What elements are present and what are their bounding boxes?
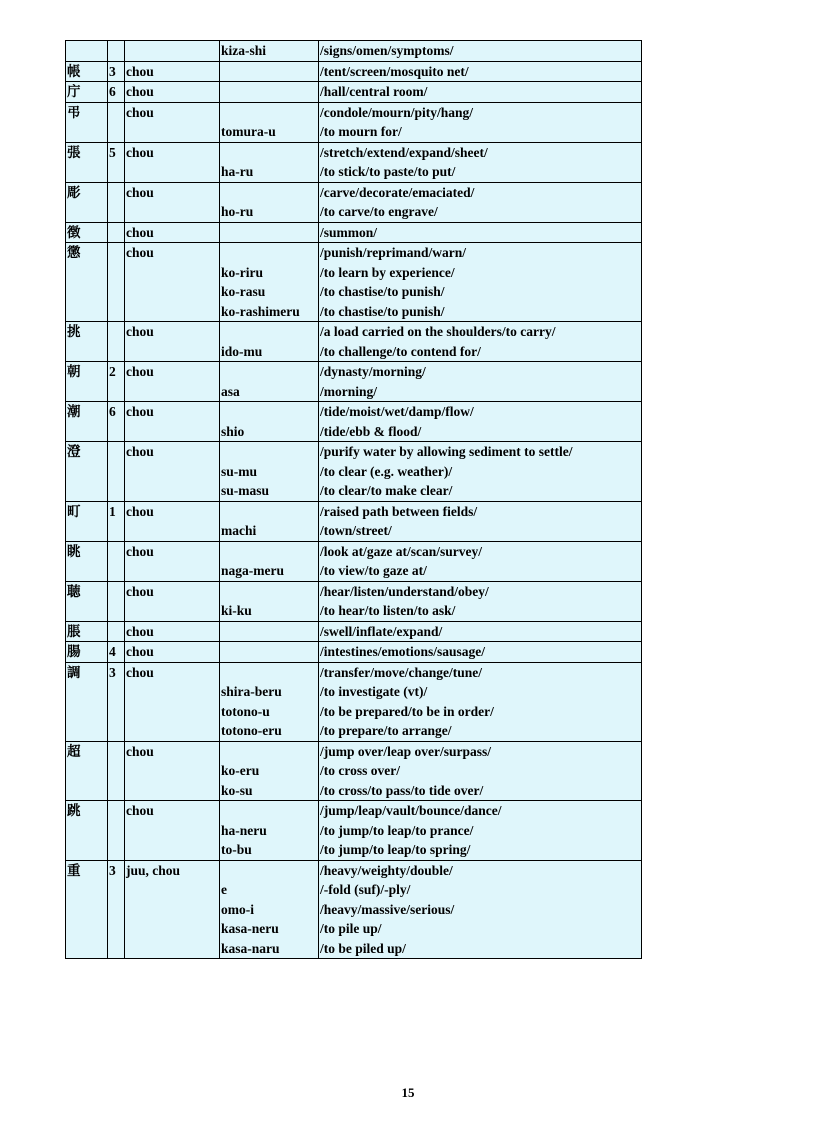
meaning-cell: [319, 581, 642, 621]
grade-cell: [108, 41, 125, 62]
kanji-row: [66, 41, 642, 62]
kun-reading-cell: [220, 581, 319, 621]
meaning-cell: [319, 41, 642, 62]
meaning-line: /dynasty/morning/: [320, 364, 426, 379]
kun-reading-cell: [220, 102, 319, 142]
page-number: 15: [401, 1085, 415, 1100]
meaning-cell: [319, 102, 642, 142]
kanji-row: [66, 621, 642, 642]
kun-reading-line: ido-mu: [221, 343, 263, 359]
on-reading-cell: chou: [125, 102, 220, 142]
kun-reading-cell: [220, 142, 319, 182]
kun-reading-line: totono-eru: [221, 723, 282, 738]
kun-reading-line: [221, 622, 318, 642]
kun-reading-line: e: [221, 882, 227, 897]
kun-reading-cell: [220, 442, 319, 502]
grade-cell: [108, 581, 125, 621]
kanji-row: [66, 243, 642, 322]
kun-reading-line: omo-i: [221, 901, 254, 917]
grade-cell: 3: [108, 662, 125, 741]
meaning-cell: [319, 402, 642, 442]
grade-cell: [108, 741, 125, 801]
meaning-line: /tide/ebb & flood/: [320, 423, 422, 439]
kanji-row: [66, 102, 642, 142]
kun-reading-line: [221, 542, 318, 562]
kun-reading-line: ko-su: [221, 782, 253, 798]
kun-reading-line: [221, 582, 318, 602]
kun-reading-line: [221, 183, 318, 203]
meaning-line: /a load carried on the shoulders/to carry/: [320, 324, 556, 339]
meaning-line: /jump/leap/vault/bounce/dance/: [320, 803, 502, 818]
meaning-cell: [319, 501, 642, 541]
kun-reading-line: ko-eru: [221, 763, 260, 778]
kun-reading-cell: [220, 801, 319, 861]
kanji-table-body: [66, 41, 642, 959]
kun-reading-line: [221, 223, 318, 243]
kanji-row: [66, 182, 642, 222]
kun-reading-cell: [220, 741, 319, 801]
kanji-cell: 弔: [66, 102, 108, 142]
kanji-cell: 挑: [66, 322, 108, 362]
kun-reading-line: ko-rashimeru: [221, 303, 300, 319]
kun-reading-line: totono-u: [221, 703, 270, 719]
meaning-line: /swell/inflate/expand/: [320, 623, 443, 639]
grade-cell: 3: [108, 860, 125, 959]
meaning-line: /raised path between fields/: [320, 503, 478, 519]
meaning-line: /to carve/to engrave/: [320, 204, 438, 219]
meaning-cell: [319, 662, 642, 741]
meaning-line: /jump over/leap over/surpass/: [320, 743, 491, 759]
meaning-line: /to challenge/to contend for/: [320, 343, 481, 359]
meaning-cell: [319, 61, 642, 82]
kanji-row: [66, 402, 642, 442]
meaning-cell: [319, 621, 642, 642]
meaning-line: /heavy/weighty/double/: [320, 862, 453, 878]
kun-reading-cell: [220, 642, 319, 663]
kanji-cell: 懲: [66, 243, 108, 322]
grade-cell: 3: [108, 61, 125, 82]
kun-reading-line: [221, 143, 318, 163]
kun-reading-line: kiza-shi: [221, 43, 267, 58]
kun-reading-line: [221, 402, 318, 422]
kun-reading-line: asa: [221, 383, 240, 399]
meaning-line: /town/street/: [320, 523, 392, 538]
kanji-cell: 帳: [66, 61, 108, 82]
kanji-row: [66, 82, 642, 103]
meaning-line: /hall/central room/: [320, 84, 428, 99]
meaning-line: /to clear (e.g. weather)/: [320, 463, 453, 479]
kun-reading-line: [221, 82, 318, 102]
grade-cell: [108, 541, 125, 581]
meaning-line: /carve/decorate/emaciated/: [320, 184, 475, 200]
meaning-cell: [319, 243, 642, 322]
meaning-cell: [319, 362, 642, 402]
kanji-row: [66, 61, 642, 82]
meaning-line: /condole/mourn/pity/hang/: [320, 104, 474, 120]
kun-reading-line: kasa-neru: [221, 921, 279, 936]
kun-reading-cell: [220, 362, 319, 402]
kun-reading-line: [221, 322, 318, 342]
on-reading-cell: chou: [125, 801, 220, 861]
meaning-line: /to jump/to leap/to spring/: [320, 842, 471, 857]
grade-cell: [108, 621, 125, 642]
kanji-row: [66, 662, 642, 741]
kun-reading-cell: [220, 82, 319, 103]
grade-cell: 4: [108, 642, 125, 663]
kanji-cell: 彫: [66, 182, 108, 222]
kanji-row: [66, 860, 642, 959]
kanji-cell: 張: [66, 142, 108, 182]
grade-cell: 5: [108, 142, 125, 182]
grade-cell: [108, 222, 125, 243]
meaning-line: /to prepare/to arrange/: [320, 723, 452, 738]
meaning-line: /to pile up/: [320, 921, 382, 936]
meaning-line: /to stick/to paste/to put/: [320, 164, 456, 179]
kanji-row: [66, 501, 642, 541]
kun-reading-cell: [220, 541, 319, 581]
kanji-cell: 朝: [66, 362, 108, 402]
on-reading-cell: chou: [125, 581, 220, 621]
kun-reading-line: ko-rasu: [221, 284, 266, 299]
kun-reading-line: [221, 742, 318, 762]
kanji-row: [66, 222, 642, 243]
kanji-row: [66, 541, 642, 581]
kun-reading-cell: [220, 243, 319, 322]
kun-reading-line: [221, 502, 318, 522]
kun-reading-line: [221, 442, 318, 462]
meaning-line: /-fold (suf)/-ply/: [320, 882, 411, 897]
meaning-line: /to investigate (vt)/: [320, 684, 428, 699]
meaning-line: /hear/listen/understand/obey/: [320, 583, 489, 599]
kanji-cell: 腸: [66, 642, 108, 663]
kun-reading-line: ho-ru: [221, 204, 254, 219]
meaning-line: /to clear/to make clear/: [320, 483, 453, 498]
on-reading-cell: chou: [125, 642, 220, 663]
on-reading-cell: chou: [125, 182, 220, 222]
kun-reading-line: su-mu: [221, 463, 258, 479]
meaning-line: /tide/moist/wet/damp/flow/: [320, 404, 474, 419]
on-reading-cell: chou: [125, 82, 220, 103]
kun-reading-line: ko-riru: [221, 264, 263, 280]
kanji-cell: 調: [66, 662, 108, 741]
meaning-line: /look at/gaze at/scan/survey/: [320, 543, 482, 559]
on-reading-cell: juu, chou: [125, 860, 220, 959]
meaning-line: /to be piled up/: [320, 940, 406, 956]
kanji-row: [66, 362, 642, 402]
kanji-cell: 潮: [66, 402, 108, 442]
meaning-cell: [319, 860, 642, 959]
grade-cell: 6: [108, 82, 125, 103]
kun-reading-cell: [220, 322, 319, 362]
meaning-line: /to be prepared/to be in order/: [320, 703, 494, 719]
grade-cell: [108, 801, 125, 861]
kun-reading-line: shio: [221, 423, 245, 439]
kanji-cell: 眺: [66, 541, 108, 581]
on-reading-cell: chou: [125, 442, 220, 502]
meaning-line: /to chastise/to punish/: [320, 284, 445, 299]
meaning-line: /to jump/to leap/to prance/: [320, 822, 474, 838]
on-reading-cell: chou: [125, 362, 220, 402]
kanji-row: [66, 442, 642, 502]
kanji-row: [66, 642, 642, 663]
on-reading-cell: chou: [125, 662, 220, 741]
meaning-line: /heavy/massive/serious/: [320, 901, 455, 917]
on-reading-cell: chou: [125, 322, 220, 362]
kun-reading-line: su-masu: [221, 483, 270, 498]
meaning-cell: [319, 741, 642, 801]
kanji-cell: 聴: [66, 581, 108, 621]
kun-reading-cell: [220, 860, 319, 959]
kun-reading-cell: [220, 222, 319, 243]
meaning-cell: [319, 642, 642, 663]
grade-cell: [108, 243, 125, 322]
grade-cell: 1: [108, 501, 125, 541]
on-reading-cell: chou: [125, 501, 220, 541]
meaning-cell: [319, 322, 642, 362]
kun-reading-line: [221, 62, 318, 82]
kun-reading-line: shira-beru: [221, 684, 282, 699]
kun-reading-cell: [220, 41, 319, 62]
grade-cell: [108, 322, 125, 362]
meaning-line: /stretch/extend/expand/sheet/: [320, 144, 488, 160]
on-reading-cell: [125, 41, 220, 62]
kanji-cell: 庁: [66, 82, 108, 103]
kanji-cell: 超: [66, 741, 108, 801]
kun-reading-cell: [220, 182, 319, 222]
meaning-line: /transfer/move/change/tune/: [320, 664, 482, 680]
kun-reading-line: kasa-naru: [221, 940, 280, 956]
meaning-line: /punish/reprimand/warn/: [320, 245, 467, 260]
kanji-cell: 跳: [66, 801, 108, 861]
meaning-line: /summon/: [320, 224, 378, 240]
meaning-line: /to chastise/to punish/: [320, 303, 445, 319]
kun-reading-line: ha-neru: [221, 822, 267, 838]
kanji-row: [66, 801, 642, 861]
meaning-line: /to cross over/: [320, 763, 400, 778]
kun-reading-line: to-bu: [221, 842, 252, 857]
on-reading-cell: chou: [125, 222, 220, 243]
meaning-cell: [319, 442, 642, 502]
kun-reading-line: [221, 642, 318, 662]
meaning-line: /to learn by experience/: [320, 264, 455, 280]
kun-reading-line: machi: [221, 523, 257, 538]
kanji-cell: 澄: [66, 442, 108, 502]
grade-cell: 2: [108, 362, 125, 402]
meaning-cell: [319, 541, 642, 581]
meaning-line: /tent/screen/mosquito net/: [320, 63, 469, 79]
meaning-cell: [319, 801, 642, 861]
meaning-line: /morning/: [320, 383, 378, 399]
on-reading-cell: chou: [125, 243, 220, 322]
kanji-row: [66, 142, 642, 182]
kun-reading-line: [221, 663, 318, 683]
meaning-line: /purify water by allowing sediment to settle/: [320, 444, 573, 459]
kanji-cell: 重: [66, 860, 108, 959]
meaning-line: /intestines/emotions/sausage/: [320, 644, 486, 659]
kanji-row: [66, 322, 642, 362]
grade-cell: [108, 102, 125, 142]
on-reading-cell: chou: [125, 621, 220, 642]
meaning-cell: [319, 82, 642, 103]
kanji-cell: [66, 41, 108, 62]
meaning-line: /to view/to gaze at/: [320, 563, 427, 578]
meaning-cell: [319, 142, 642, 182]
kanji-row: [66, 581, 642, 621]
kun-reading-line: [221, 243, 318, 263]
meaning-line: /to mourn for/: [320, 124, 402, 139]
on-reading-cell: chou: [125, 142, 220, 182]
on-reading-cell: chou: [125, 402, 220, 442]
kun-reading-cell: [220, 61, 319, 82]
meaning-line: /to hear/to listen/to ask/: [320, 603, 456, 618]
kun-reading-line: [221, 103, 318, 123]
meaning-line: /to cross/to pass/to tide over/: [320, 782, 484, 798]
kanji-cell: 町: [66, 501, 108, 541]
kun-reading-line: ki-ku: [221, 603, 252, 618]
kun-reading-line: [221, 861, 318, 881]
kanji-table: [65, 40, 642, 959]
kun-reading-line: naga-meru: [221, 563, 284, 578]
kun-reading-cell: [220, 501, 319, 541]
kun-reading-cell: [220, 662, 319, 741]
kanji-cell: 脹: [66, 621, 108, 642]
meaning-cell: [319, 222, 642, 243]
kun-reading-line: ha-ru: [221, 164, 254, 179]
kun-reading-line: [221, 801, 318, 821]
kun-reading-line: tomura-u: [221, 124, 276, 139]
grade-cell: [108, 442, 125, 502]
grade-cell: 6: [108, 402, 125, 442]
kun-reading-line: [221, 362, 318, 382]
on-reading-cell: chou: [125, 541, 220, 581]
kanji-row: [66, 741, 642, 801]
meaning-line: /signs/omen/symptoms/: [320, 43, 454, 58]
kanji-cell: 徴: [66, 222, 108, 243]
on-reading-cell: chou: [125, 61, 220, 82]
kun-reading-cell: [220, 621, 319, 642]
meaning-cell: [319, 182, 642, 222]
kun-reading-cell: [220, 402, 319, 442]
on-reading-cell: chou: [125, 741, 220, 801]
grade-cell: [108, 182, 125, 222]
